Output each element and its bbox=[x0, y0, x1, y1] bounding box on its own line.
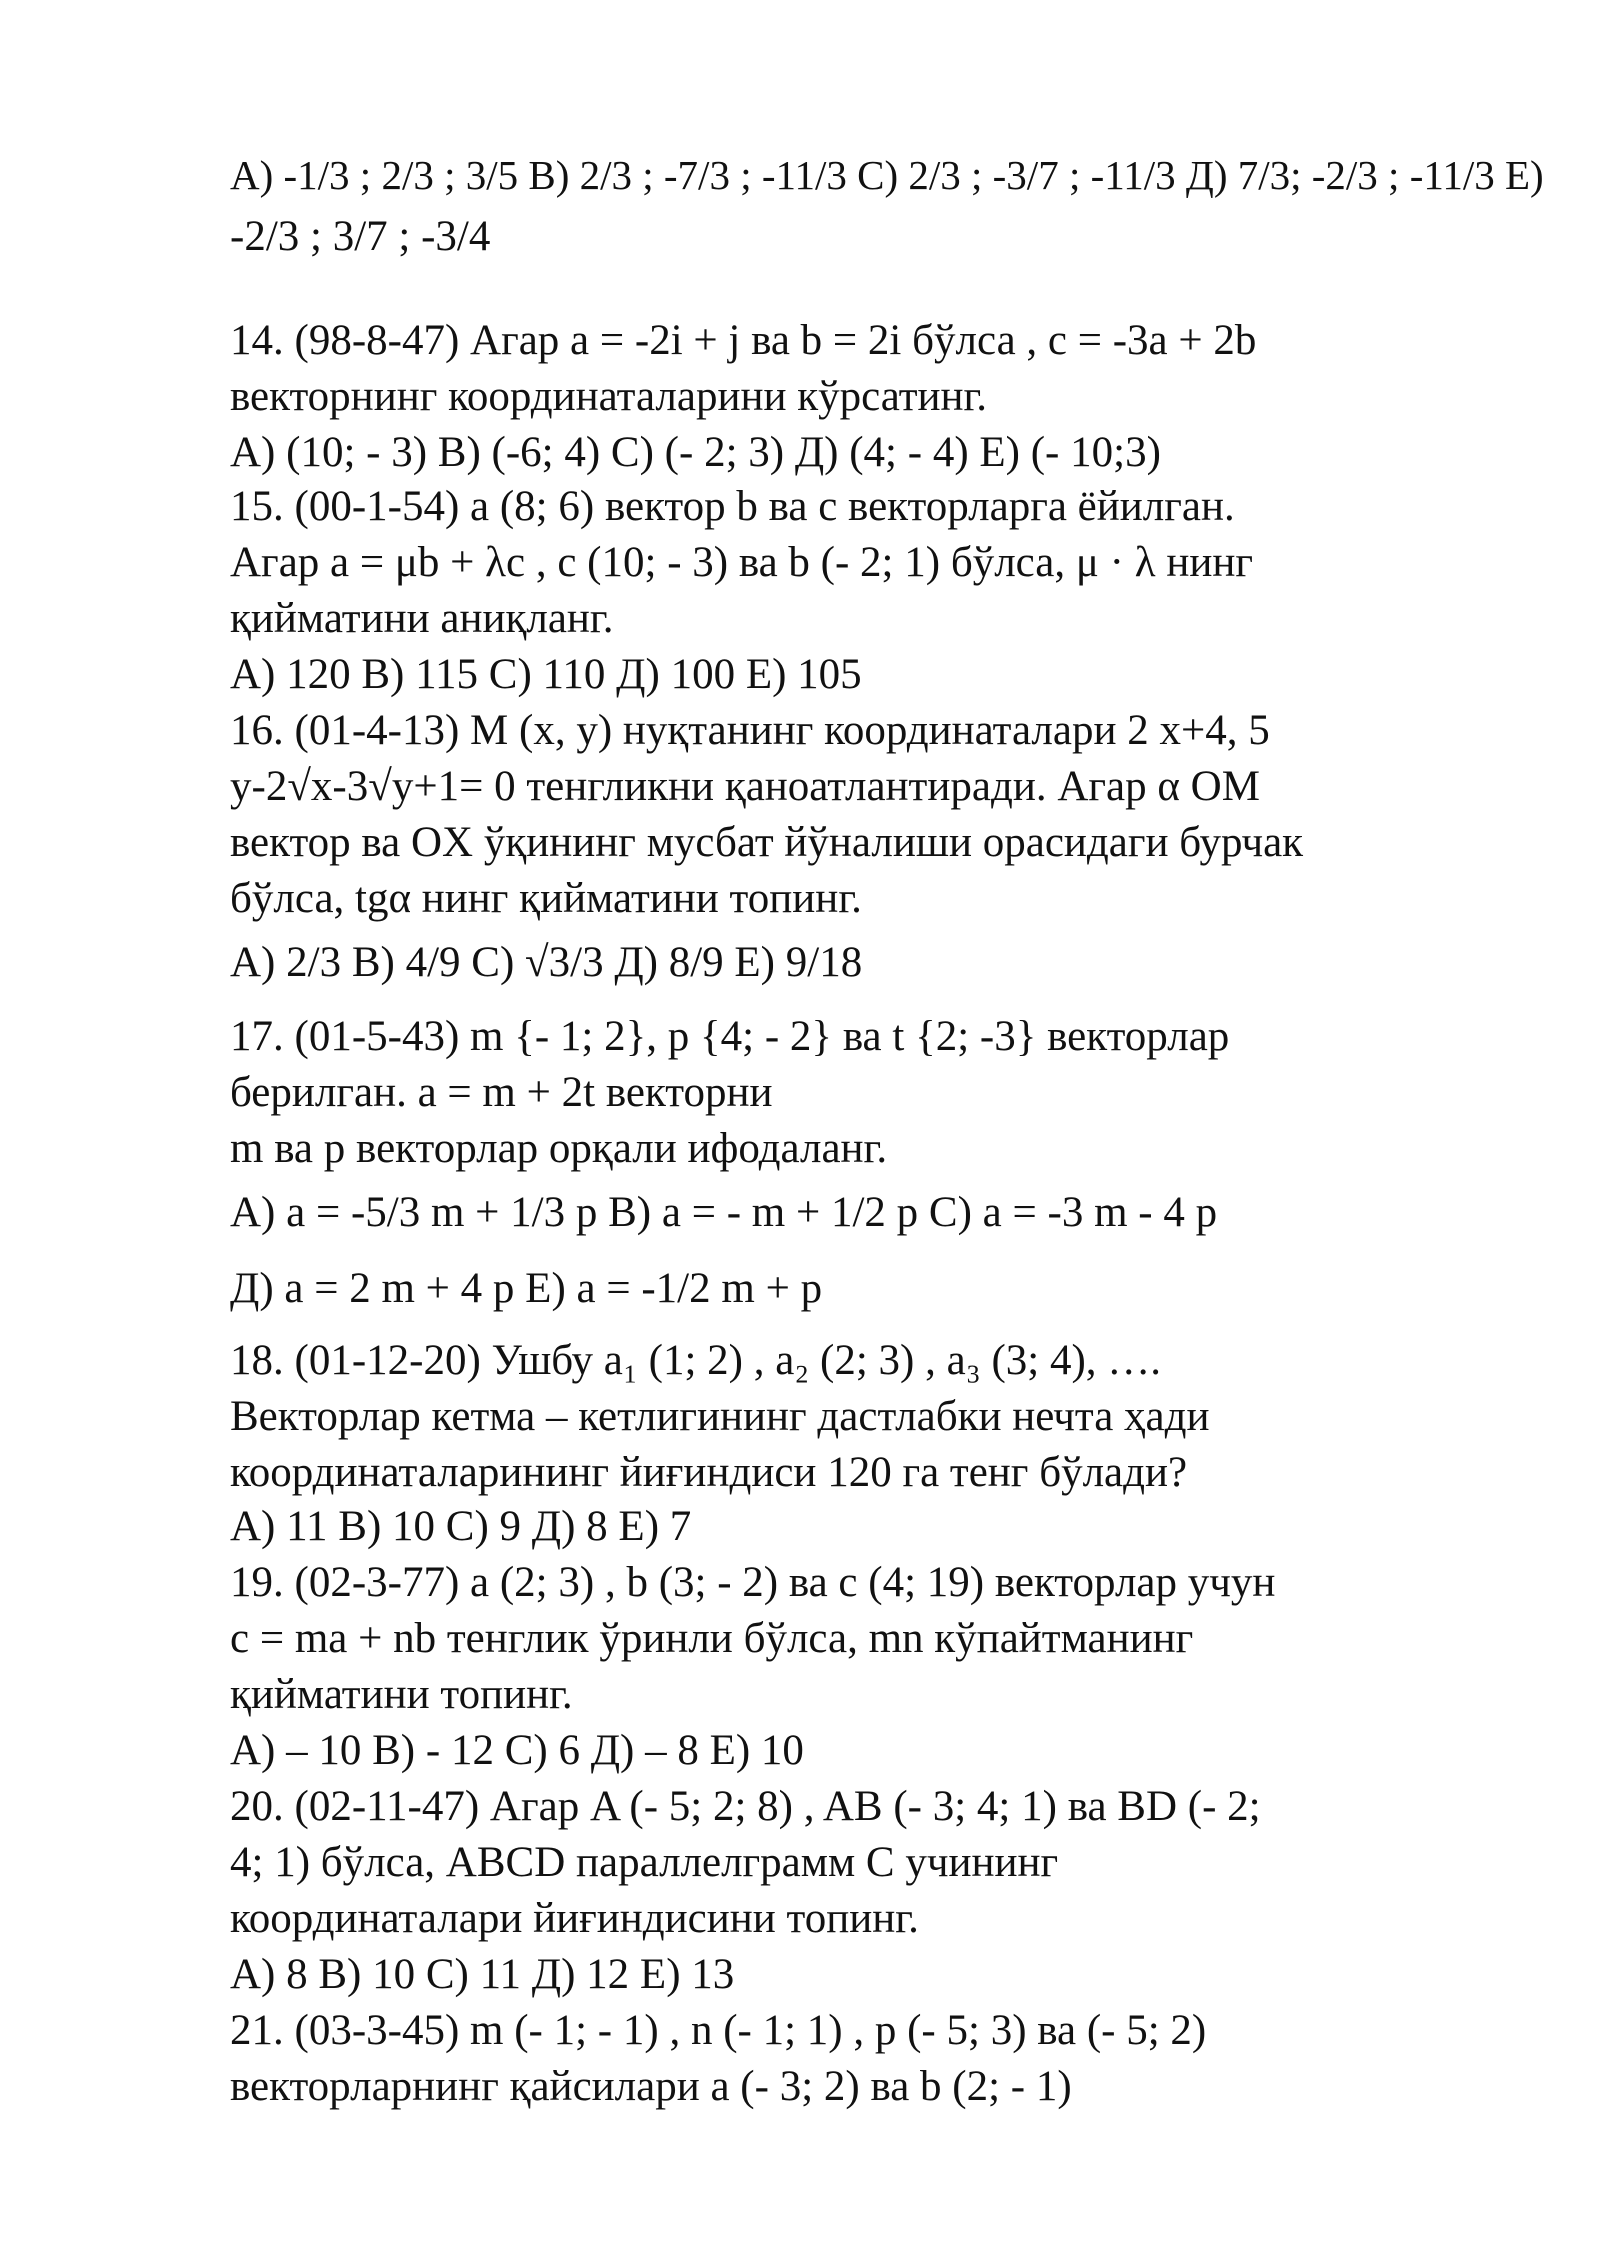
problem-16-text-2: вектор ва OX ўқининг мусбат йўналиши орасидаги бурчак bbox=[230, 819, 1304, 866]
problem-21-text: векторларнинг қайсилари a (- 3; 2) ва b (2; - 1) bbox=[230, 2063, 1072, 2110]
problem-17-text-2: m ва p векторлар орқали ифодаланг. bbox=[230, 1125, 888, 1172]
problem-15-text: Агар a = μb + λc , c (10; - 3) ва b (- 2; 1) бўлса, μ · λ нинг bbox=[230, 539, 1253, 586]
problem-17-text: берилган. a = m + 2t векторни bbox=[230, 1069, 773, 1116]
problem-19-text: c = ma + nb тенглик ўринли бўлса, mn кўпайтманинг bbox=[230, 1615, 1194, 1662]
problem-14-text: векторнинг координаталарини кўрсатинг. bbox=[230, 373, 988, 420]
problem-15-title: 15. (00-1-54) a (8; 6) вектор b ва c векторларга ёйилган. bbox=[230, 483, 1235, 530]
problem-16-text: y-2√x-3√y+1= 0 тенгликни қаноатлантиради. Агар α OM bbox=[230, 763, 1260, 810]
answer-options-13-cont: -2/3 ; 3/7 ; -3/4 bbox=[230, 213, 491, 260]
problem-20-text-2: координаталари йиғиндисини топинг. bbox=[230, 1895, 919, 1942]
problem-16-text-3: бўлса, tgα нинг қийматини топинг. bbox=[230, 875, 862, 922]
answer-options-17-cont: Д) a = 2 m + 4 p Е) a = -1/2 m + p bbox=[230, 1265, 823, 1312]
problem-19-text-2: қийматини топинг. bbox=[230, 1671, 573, 1718]
answer-options-13: А) -1/3 ; 2/3 ; 3/5 В) 2/3 ; -7/3 ; -11/3 С) 2/3 ; -3/7 ; -11/3 Д) 7/3; -2/3 ; -11/3 Е) bbox=[230, 152, 1544, 198]
problem-19-title: 19. (02-3-77) a (2; 3) , b (3; - 2) ва c (4; 19) векторлар учун bbox=[230, 1559, 1276, 1606]
problem-20-text: 4; 1) бўлса, ABCD параллелграмм C учининг bbox=[230, 1839, 1059, 1886]
problem-20-title: 20. (02-11-47) Агар A (- 5; 2; 8) , AB (- 3; 4; 1) ва BD (- 2; bbox=[230, 1783, 1261, 1830]
answer-options-19: А) – 10 В) - 12 С) 6 Д) – 8 Е) 10 bbox=[230, 1727, 804, 1774]
problem-18-text: Векторлар кетма – кетлигининг дастлабки нечта ҳади bbox=[230, 1393, 1210, 1440]
problem-17-title: 17. (01-5-43) m {- 1; 2}, p {4; - 2} ва t {2; -3} векторлар bbox=[230, 1013, 1230, 1060]
problem-15-text-2: қийматини аниқланг. bbox=[230, 595, 614, 642]
problem-14-title: 14. (98-8-47) Агар a = -2i + j ва b = 2i бўлса , c = -3a + 2b bbox=[230, 317, 1257, 364]
answer-options-18: А) 11 В) 10 С) 9 Д) 8 Е) 7 bbox=[230, 1503, 692, 1550]
answer-options-14: А) (10; - 3) В) (-6; 4) С) (- 2; 3) Д) (4; - 4) Е) (- 10;3) bbox=[230, 429, 1161, 476]
answer-options-16: А) 2/3 В) 4/9 С) √3/3 Д) 8/9 Е) 9/18 bbox=[230, 939, 863, 986]
problem-18-text-2: координаталарининг йиғиндиси 120 га тенг бўлади? bbox=[230, 1449, 1188, 1496]
answer-options-20: А) 8 В) 10 С) 11 Д) 12 Е) 13 bbox=[230, 1951, 735, 1998]
problem-18-title: 18. (01-12-20) Ушбу a₁ (1; 2) , a₂ (2; 3) , a₃ (3; 4), …. bbox=[230, 1337, 1162, 1384]
answer-options-17: А) a = -5/3 m + 1/3 p В) a = - m + 1/2 p С) a = -3 m - 4 p bbox=[230, 1189, 1218, 1236]
answer-options-15: А) 120 В) 115 С) 110 Д) 100 Е) 105 bbox=[230, 651, 862, 698]
problem-16-title: 16. (01-4-13) M (x, y) нуқтанинг координаталари 2 x+4, 5 bbox=[230, 707, 1270, 754]
problem-21-title: 21. (03-3-45) m (- 1; - 1) , n (- 1; 1) , p (- 5; 3) ва (- 5; 2) bbox=[230, 2007, 1207, 2054]
